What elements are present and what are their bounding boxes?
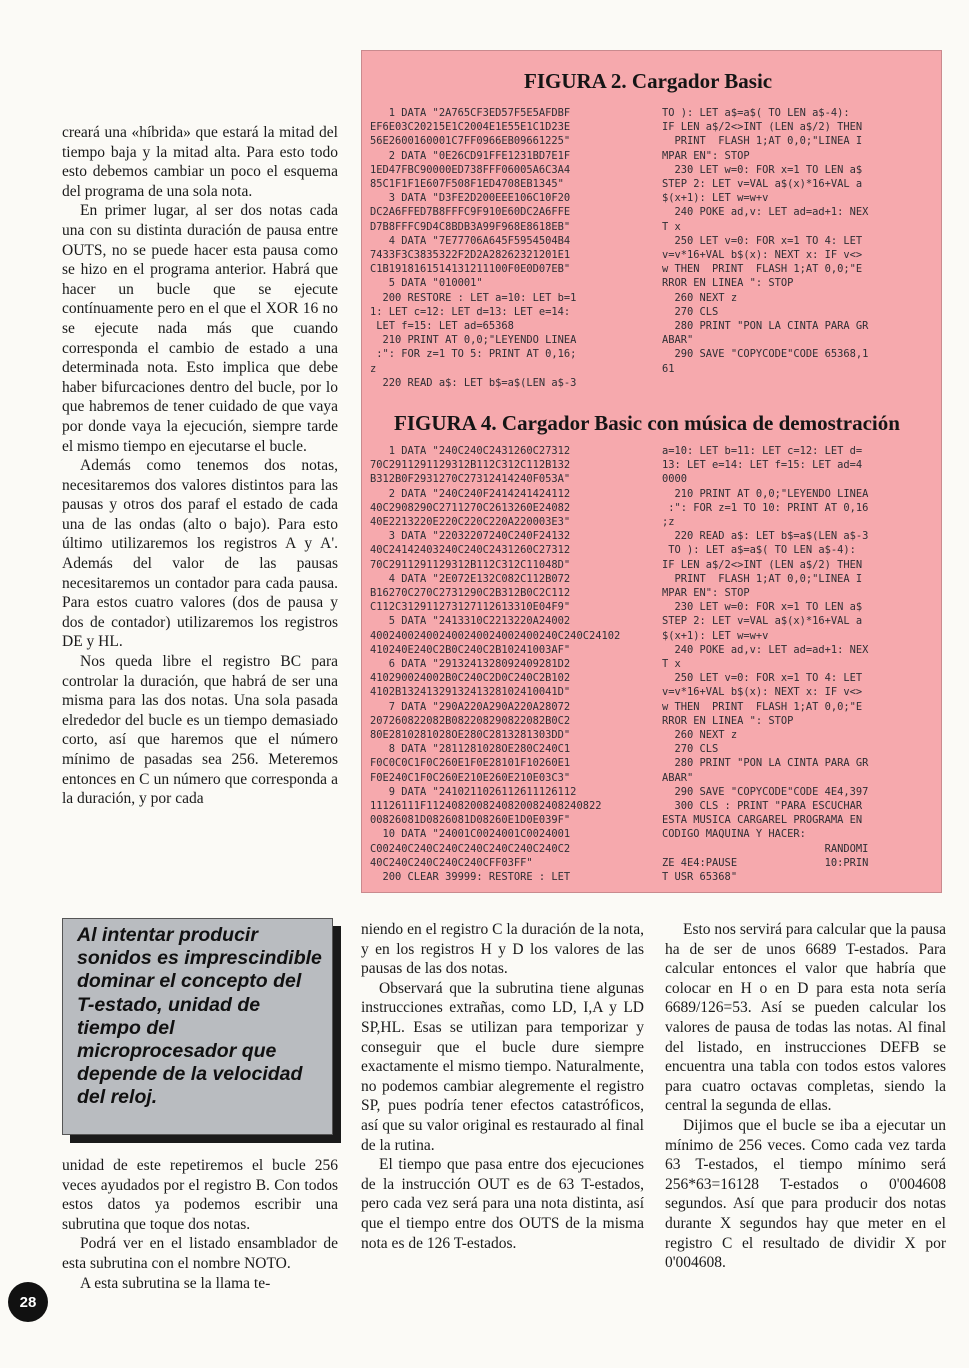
code-line: 410290024002B0C240C2D0C240C2B102	[370, 672, 571, 685]
code-line: 250 LET v=0: FOR x=1 TO 4: LET	[662, 234, 863, 247]
code-line: 2 DATA "240C240F2414241424112	[370, 487, 571, 500]
code-line: 400240024002400240024002400240C240C24102	[370, 629, 621, 642]
code-line: LET f=15: LET ad=65368	[370, 320, 514, 333]
code-line: 85C1F1F1E607F508F1ED4708EB1345"	[370, 178, 564, 191]
left-column-top	[62, 123, 338, 809]
code-line: 220 READ a$: LET b$=a$(LEN a$-3	[662, 530, 869, 543]
code-line: 9 DATA "2410211026112611126112	[370, 785, 577, 798]
code-line: 11126111F1124082008240820082408240822	[370, 800, 602, 813]
code-line: ABAR"	[662, 771, 694, 784]
code-line: RROR EN LINEA ": STOP	[662, 714, 794, 727]
paragraph: El tiempo que pasa entre dos ejecuciones de la instrucción OUT es de 63 T-estados, pero cada vez será para una nota distinta, así que el tiempo entre dos OUTS de la misma nota es de 126 T-estados.	[361, 1156, 644, 1252]
right-column	[665, 920, 946, 1273]
paragraph: Podrá ver en el listado ensamblador de esta subrutina con el nombre NOTO.	[62, 1235, 338, 1272]
code-listings-panel	[361, 50, 942, 893]
code-line: $(x+1): LET w=w+v	[662, 192, 769, 205]
code-line: 8 DATA "2811281028OE280C240C1	[370, 743, 571, 756]
code-line: 207260822082B082208290822082B0C2	[370, 714, 571, 727]
code-line: C00240C240C240C240C240C240C240C2	[370, 842, 571, 855]
callout-panel	[62, 918, 333, 1135]
paragraph: unidad de este repetiremos el bucle 256 veces ayudados por el registro B. Con todos estos datos ya podemos escribir una subrutina que toque dos notas.	[62, 1157, 338, 1233]
paragraph: Nos queda libre el registro BC para controlar la duración, que habrá de ser una misma para las dos notas. Una sola pasada elrededor del bucle es un tiempo demasiado corto, así que haremos que el número mínimo de pasadas sea 256. Meteremos entonces en C un número que corresponda a la duración, y por cada	[62, 653, 338, 808]
code-line: 00826081D0826081D08260E1D0E039F"	[370, 814, 571, 827]
code-line: 5 DATA "010001"	[370, 277, 483, 290]
code-line: 200 CLEAR 39999: RESTORE : LET	[370, 871, 571, 884]
callout-text: Al intentar producir sonidos es imprescindible dominar el concepto del T-estado, unidad de tiempo del microprocesador que depende de la velocidad del reloj.	[77, 924, 322, 1109]
code-line: 1: LET c=12: LET d=13: LET e=14:	[370, 305, 571, 318]
code-line: 6 DATA "2913241328092409281D2	[370, 658, 571, 671]
code-line: DC2A6FFED7B8FFFC9F910E60DC2A6FFE	[370, 206, 571, 219]
code-line: 270 CLS	[662, 743, 719, 756]
code-line: 250 LET v=0: FOR x=1 TO 4: LET	[662, 672, 863, 685]
code-line: 7433F3C3835322F2D2A28262321201E1	[370, 249, 571, 262]
paragraph: niendo en el registro C la duración de la nota, y en los registros H y D los valores de las pausas de las dos notas.	[361, 921, 644, 978]
code-line: 280 PRINT "PON LA CINTA PARA GR	[662, 320, 869, 333]
code-line: 1 DATA "240C240C2431260C27312	[370, 445, 571, 457]
paragraph: En primer lugar, al ser dos notas cada una con su distinta duración de pausa entre OUTS, no se puede hacer esta pausa como se hizo en el programa anterior. Habrá que hacer un bucle que se ejecute contínuamente pero en el que el XOR 16 no se ejecute nada más que cuando corresponda el cambio de estado a una determinada nota. Esto implica que debe haber bifurcaciones dentro del bucle, por lo que habremos de tener cuidado de que vaya por donde vaya la ejecución, siempre tarde el mismo tiempo en ejecutarse el bucle.	[62, 202, 338, 455]
code-line: 230 LET w=0: FOR x=1 TO LEN a$	[662, 601, 863, 614]
code-line: a=10: LET b=11: LET c=12: LET d=	[662, 445, 863, 457]
code-line: 4 DATA "7E77706A645F5954504B4	[370, 234, 571, 247]
code-line: RROR EN LINEA ": STOP	[662, 277, 794, 290]
code-line: 70C2911291129312B112C312C112B132	[370, 459, 571, 472]
code-line: 280 PRINT "PON LA CINTA PARA GR	[662, 757, 869, 770]
middle-column	[361, 920, 644, 1253]
code-line: 210 PRINT AT 0,0;"LEYENDO LINEA	[370, 334, 577, 347]
code-line: ZE 4E4:PAUSE 10:PRIN	[662, 856, 869, 869]
code-line: 10 DATA "24001C0024001C0024001	[370, 828, 571, 841]
code-line: 7 DATA "290A220A290A220A28072	[370, 700, 571, 713]
left-column-bottom	[62, 1156, 338, 1293]
code-line: z	[370, 362, 377, 375]
code-line: B16270C270C2731290C2B312B0C2C112	[370, 587, 571, 600]
code-line: $(x+1): LET w=w+v	[662, 629, 769, 642]
code-line: PRINT FLASH 1;AT 0,0;"LINEA I	[662, 572, 863, 585]
code-line: 290 SAVE "COPYCODE"CODE 65368,1	[662, 348, 869, 361]
code-line: 240 POKE ad,v: LET ad=ad+1: NEX	[662, 643, 869, 656]
code-line: 260 NEXT z	[662, 291, 738, 304]
code-line: B312B0F2931270C27312414240F053A"	[370, 473, 571, 486]
code-line: TO ): LET a$=a$( TO LEN a$-4):	[662, 107, 850, 119]
code-line: MPAR EN": STOP	[662, 587, 750, 600]
code-line: 40C240C240C240C240CFF03FF"	[370, 856, 533, 869]
code-line: 4102B1324132913241328102410041D"	[370, 686, 571, 699]
code-line: 4 DATA "2E072E132C082C112B072	[370, 572, 571, 585]
page-number: 28	[8, 1282, 48, 1322]
code-line: ABAR"	[662, 334, 694, 347]
code-line: STEP 2: LET v=VAL a$(x)*16+VAL a	[662, 178, 863, 191]
code-line: 40E2213220E220C220C220A220003E3"	[370, 516, 571, 529]
code-line: v=v*16+VAL b$(x): NEXT x: IF v<>	[662, 686, 863, 699]
code-line: 40C2908290C2711270C2613260E24082	[370, 501, 571, 514]
code-line: v=v*16+VAL b$(x): NEXT x: IF v<>	[662, 249, 863, 262]
figure-2-code-left	[370, 106, 646, 390]
code-line: ;z	[662, 516, 675, 529]
code-line: T x	[662, 658, 681, 671]
code-line: :": FOR z=1 TO 5: PRINT AT 0,16;	[370, 348, 577, 361]
paragraph: A esta subrutina se la llama te-	[80, 1274, 271, 1292]
code-line: 80E2810281028OE280C2813281303DD"	[370, 729, 571, 742]
paragraph: creará una «híbrida» que estará la mitad del tiempo baja y la mitad alta. Para esto todo esto debemos cambiar un poco el esquema del programa de una sola nota.	[62, 124, 338, 200]
code-line: EF6E03C20215E1C2004E1E55E1C1D23E	[370, 121, 571, 134]
code-line: 300 CLS : PRINT "PARA ESCUCHAR	[662, 800, 863, 813]
figure-4-code-left	[370, 444, 646, 884]
code-line: STEP 2: LET v=VAL a$(x)*16+VAL a	[662, 615, 863, 628]
code-line: 1 DATA "2A765CF3ED57F5E5AFDBF	[370, 107, 571, 119]
code-line: RANDOMI	[662, 842, 869, 855]
code-line: 260 NEXT z	[662, 729, 738, 742]
code-line: 61	[662, 362, 675, 375]
code-line: 270 CLS	[662, 305, 719, 318]
code-line: IF LEN a$/2<>INT (LEN a$/2) THEN	[662, 558, 863, 571]
code-line: C112C312911273127112613310E04F9"	[370, 601, 571, 614]
code-line: MPAR EN": STOP	[662, 149, 750, 162]
code-line: 290 SAVE "COPYCODE"CODE 4E4,397	[662, 785, 869, 798]
code-line: C1B1918161514131211100F0E0D07EB"	[370, 263, 571, 276]
code-line: 0000	[662, 473, 688, 486]
code-line: 3 DATA "D3FE2D200EEE106C10F20	[370, 192, 571, 205]
paragraph: Observará que la subrutina tiene algunas instrucciones extrañas, como LD, I,A y LD SP,HL. Esas se utilizan para temporizar y conseguir que el bucle dure siempre exactamente el mismo tiempo. Naturalmente, no podemos cambiar alegremente el registro SP, pues podría tener efectos catastróficos, así que su valor original es restaurado al final de la rutina.	[361, 979, 644, 1154]
paragraph: Esto nos servirá para calcular que la pausa ha de ser de unos 6689 T-estados. Para calcular entonces el valor que habría que colocar en H o en D para esta nota sería 6689/126=53. Así se pueden calcular los valores de pausa de todas las notas. Al final del listado, en instrucciones DEFB se encuentra una tabla con todos estos valores para cuatro octavas completas, siendo la central la segunda de ellas.	[665, 921, 946, 1115]
code-line: 240 POKE ad,v: LET ad=ad+1: NEX	[662, 206, 869, 219]
figure-4-code-right	[662, 444, 937, 884]
code-line: CODIGO MAQUINA Y HACER:	[662, 828, 806, 841]
code-line: 2 DATA "0E26CD91FFE1231BD7E1F	[370, 149, 571, 162]
code-line: F0C0C0C1F0C260E1F0E28101F10260E1	[370, 757, 571, 770]
code-line: 1ED47FBC90000ED738FFF06005A6C3A4	[370, 163, 571, 176]
code-line: 56E2600160001C7FF0966EB09661225"	[370, 135, 571, 148]
paragraph: Además como tenemos dos notas, necesitaremos dos valores distintos para las pausas y otros dos paraf el estado de cada una de las ondas (alto o bajo). Para esto último utilizaremos los registros A y A'. Además del valor de las pausas necesitaremos un contador para cada pausa. Para estos cuatro valores (dos de pausa y dos de contador) utilizaremos los registros DE y HL.	[62, 457, 338, 651]
code-line: 210 PRINT AT 0,0;"LEYENDO LINEA	[662, 487, 869, 500]
figure-2-code-right	[662, 106, 937, 376]
code-line: 40C24142403240C240C2431260C27312	[370, 544, 571, 557]
code-line: T x	[662, 220, 681, 233]
code-line: ESTA MUSICA CARGAREL PROGRAMA EN	[662, 814, 863, 827]
paragraph: Dijimos que el bucle se iba a ejecutar un mínimo de 256 veces. Como cada vez tarda 63 T-estados, el tiempo mínimo será 256*63=16128 T-estados o 0'004608 segundos. Así que para producir dos notas durante X segundos hay que meter en el registro C el resultado de dividir X por 0'004608.	[665, 1116, 946, 1272]
code-line: 13: LET e=14: LET f=15: LET ad=4	[662, 459, 863, 472]
code-line: 5 DATA "2413310C2213220A24002	[370, 615, 571, 628]
code-line: 230 LET w=0: FOR x=1 TO LEN a$	[662, 163, 863, 176]
code-line: w THEN PRINT FLASH 1;AT 0,0;"E	[662, 700, 863, 713]
code-line: D7B8FFFC9D4C8BDB3A99F968E8618EB"	[370, 220, 571, 233]
code-line: 200 RESTORE : LET a=10: LET b=1	[370, 291, 577, 304]
code-line: :": FOR z=1 TO 10: PRINT AT 0,16	[662, 501, 869, 514]
code-line: 220 READ a$: LET b$=a$(LEN a$-3	[370, 376, 577, 389]
code-line: 3 DATA "22032207240C240F24132	[370, 530, 571, 543]
code-line: w THEN PRINT FLASH 1;AT 0,0;"E	[662, 263, 863, 276]
code-line: T USR 65368"	[662, 871, 738, 884]
callout-box	[62, 918, 341, 1143]
figure-2-title: FIGURA 2. Cargador Basic	[524, 69, 773, 93]
code-line: PRINT FLASH 1;AT 0,0;"LINEA I	[662, 135, 863, 148]
code-line: TO ): LET a$=a$( TO LEN a$-4):	[662, 544, 856, 557]
code-line: 410240E240C2B0C240C2B10241003AF"	[370, 643, 571, 656]
code-line: 70C2911291129312B112C312C11048D"	[370, 558, 571, 571]
code-line: F0E240C1F0C260E210E260E210E03C3"	[370, 771, 571, 784]
code-line: IF LEN a$/2<>INT (LEN a$/2) THEN	[662, 121, 863, 134]
figure-4-title: FIGURA 4. Cargador Basic con música de demostración	[394, 411, 900, 435]
